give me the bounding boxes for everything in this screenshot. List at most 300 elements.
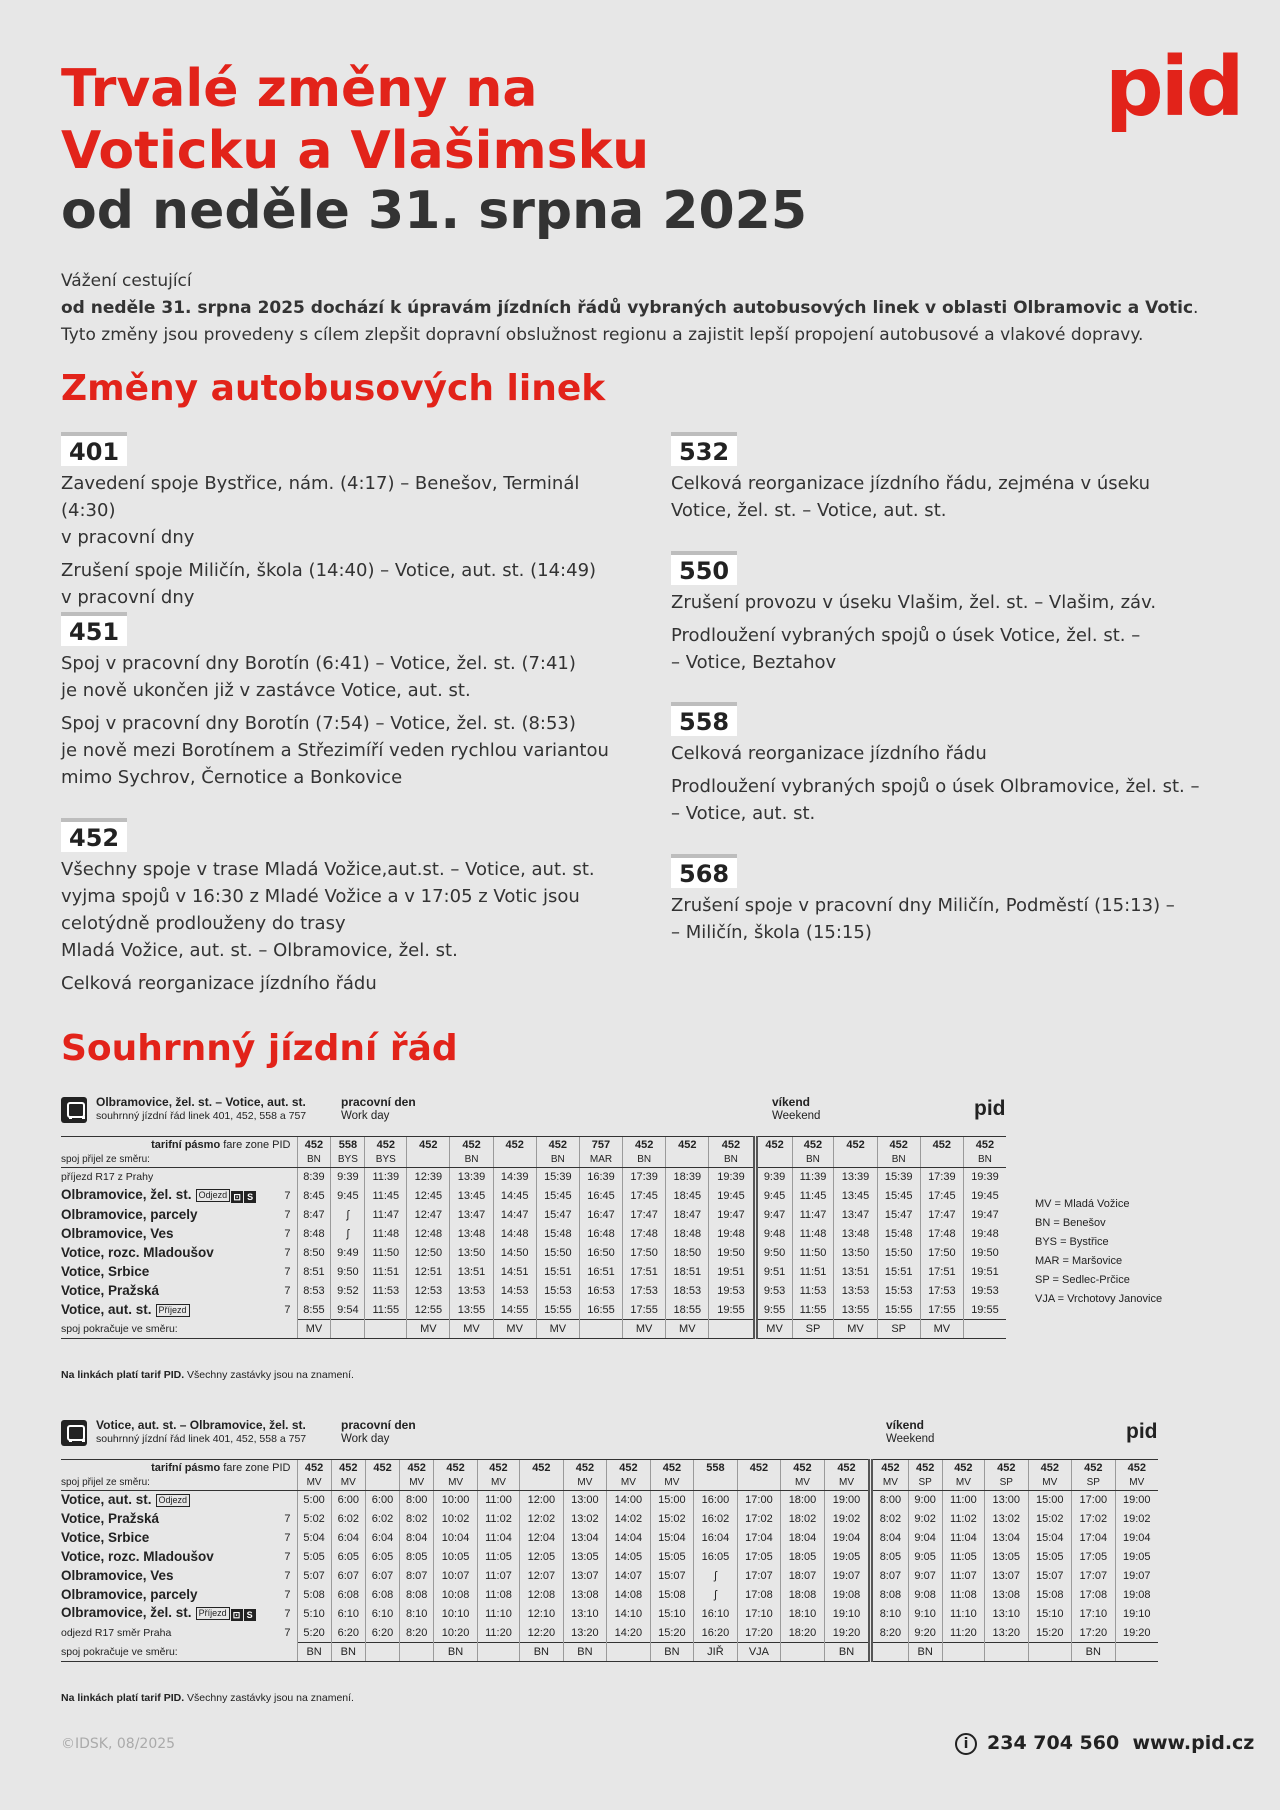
departure-time: 8:50 <box>297 1244 331 1263</box>
stop-name-text: Olbramovice, parcely <box>61 1587 198 1602</box>
continuation-code: MV <box>536 1320 579 1339</box>
line-number: 558 <box>331 1137 365 1154</box>
workday-label-en: Work day <box>341 1433 390 1445</box>
departure-time: 13:00 <box>985 1491 1029 1510</box>
continuation-code: BN <box>1072 1643 1116 1662</box>
departure-time: 10:20 <box>434 1624 478 1643</box>
departure-time: 6:05 <box>331 1548 365 1567</box>
departure-time: ʃ <box>331 1225 365 1244</box>
workday-label-en: Work day <box>341 1110 390 1122</box>
departure-time: 15:02 <box>1028 1510 1072 1529</box>
origin-code: SP <box>1072 1477 1116 1491</box>
origin-code <box>755 1154 792 1168</box>
departure-time: 14:05 <box>607 1548 651 1567</box>
departure-time: 13:00 <box>563 1491 607 1510</box>
departure-time: 6:00 <box>331 1491 365 1510</box>
line-badge: 532 <box>671 432 737 466</box>
departure-time: 13:55 <box>450 1301 493 1320</box>
departure-time: 11:48 <box>365 1225 407 1244</box>
continuation-label: spoj pokračuje ve směru: <box>61 1320 297 1339</box>
departure-time: 18:20 <box>781 1624 825 1643</box>
departure-time: ʃ <box>694 1567 738 1586</box>
departure-time: 11:53 <box>365 1282 407 1301</box>
train-icon: ⊡ <box>231 1609 243 1621</box>
departure-time: 18:39 <box>666 1168 709 1187</box>
stop-name <box>61 1301 261 1320</box>
departure-time: 16:20 <box>694 1624 738 1643</box>
departure-time: 12:20 <box>520 1624 564 1643</box>
departure-time: 11:04 <box>942 1529 984 1548</box>
continuation-row <box>61 1320 1006 1339</box>
departure-time: 8:48 <box>297 1225 331 1244</box>
departure-time: 19:07 <box>1115 1567 1158 1586</box>
departure-time: 11:51 <box>365 1263 407 1282</box>
departure-time: 8:02 <box>871 1510 908 1529</box>
departure-time: 6:20 <box>365 1624 399 1643</box>
fare-zone-label-en: fare zone PID <box>220 1462 291 1475</box>
departure-time: 14:07 <box>607 1567 651 1586</box>
origin-code: SP <box>908 1477 942 1491</box>
departure-time: 17:08 <box>737 1586 781 1605</box>
departure-time: 12:10 <box>520 1605 564 1624</box>
fare-zone: 7 <box>284 1589 291 1601</box>
departure-time: 19:47 <box>709 1206 755 1225</box>
change-text: Celková reorganizace jízdního řádu <box>671 743 987 764</box>
departure-time: 19:47 <box>963 1206 1006 1225</box>
departure-time: 6:07 <box>365 1567 399 1586</box>
change-text: Celková reorganizace jízdního řádu <box>61 973 377 994</box>
departure-time: 14:51 <box>493 1263 536 1282</box>
departure-time: 6:20 <box>331 1624 365 1643</box>
departure-time: 15:55 <box>536 1301 579 1320</box>
suburban-train-icon: S <box>244 1191 256 1203</box>
stop-name-text: Olbramovice, Ves <box>61 1568 174 1583</box>
departure-time: 15:47 <box>536 1206 579 1225</box>
departure-time: 9:00 <box>908 1491 942 1510</box>
origin-code: MV <box>781 1477 825 1491</box>
departure-time: 13:07 <box>563 1567 607 1586</box>
departure-time: 14:48 <box>493 1225 536 1244</box>
departure-time: 19:20 <box>1115 1624 1158 1643</box>
departure-time: 17:05 <box>1072 1548 1116 1567</box>
departure-time: 18:55 <box>666 1301 709 1320</box>
origin-code: BN <box>536 1154 579 1168</box>
departure-time: 17:51 <box>623 1263 666 1282</box>
stop-name-text: Votice, rozc. Mladoušov <box>61 1549 214 1564</box>
departure-time: 17:20 <box>737 1624 781 1643</box>
line-number: 452 <box>920 1137 963 1154</box>
departure-time: 12:47 <box>407 1206 450 1225</box>
fare-zone: 7 <box>284 1247 291 1259</box>
departure-time: 19:00 <box>1115 1491 1158 1510</box>
departure-time: 17:20 <box>1072 1624 1116 1643</box>
departure-time: 13:47 <box>834 1206 877 1225</box>
departure-time: 17:39 <box>623 1168 666 1187</box>
weekend-label-en: Weekend <box>772 1110 821 1122</box>
departure-time: 11:05 <box>477 1548 519 1567</box>
line-badge: 452 <box>61 818 127 852</box>
departure-time: 17:48 <box>920 1225 963 1244</box>
departure-time: 9:55 <box>755 1301 792 1320</box>
change-text: Zrušení spoje Miličín, škola (14:40) – Votice, aut. st. (14:49) v pracovní dny <box>61 560 597 608</box>
departure-time: 13:39 <box>834 1168 877 1187</box>
departure-time: 11:04 <box>477 1529 519 1548</box>
departure-time: 12:05 <box>520 1548 564 1567</box>
line-number: 452 <box>877 1137 920 1154</box>
departure-time: 13:48 <box>834 1225 877 1244</box>
departure-time: 15:48 <box>877 1225 920 1244</box>
departure-time: 10:07 <box>434 1567 478 1586</box>
timetable-votice-olbramovice <box>61 1418 1158 1662</box>
departure-time: 14:20 <box>607 1624 651 1643</box>
fare-zone-label-cz: tarifní pásmo <box>151 1139 221 1152</box>
stop-name-text: Olbramovice, žel. st. <box>61 1187 192 1202</box>
line-number: 452 <box>365 1137 407 1154</box>
origin-code: MV <box>400 1477 434 1491</box>
intro-bold: od neděle 31. srpna 2025 dochází k úpravám jízdních řádů vybraných autobusových linek v oblasti Olbramovic a Votic <box>61 298 1194 318</box>
departure-time: 11:39 <box>365 1168 407 1187</box>
fare-zone: 7 <box>284 1570 291 1582</box>
departure-time: 6:04 <box>365 1529 399 1548</box>
departure-time: 13:45 <box>450 1187 493 1206</box>
route-subtitle: souhrnný jízdní řád linek 401, 452, 558 a 757 <box>96 1433 307 1445</box>
departure-time: 8:53 <box>297 1282 331 1301</box>
departure-time: 11:48 <box>792 1225 834 1244</box>
departure-time: 15:07 <box>1028 1567 1072 1586</box>
origin-code: BN <box>623 1154 666 1168</box>
continuation-row <box>61 1643 1158 1662</box>
departure-time: 5:07 <box>297 1567 331 1586</box>
stop-name-text: Olbramovice, parcely <box>61 1207 198 1222</box>
intro-greeting: Vážení cestující <box>61 271 192 291</box>
fare-zone: 7 <box>284 1209 291 1221</box>
origin-code: MV <box>650 1477 694 1491</box>
origin-code: MV <box>563 1477 607 1491</box>
departure-time: 9:51 <box>755 1263 792 1282</box>
continuation-code <box>365 1643 399 1662</box>
departure-time: 13:07 <box>985 1567 1029 1586</box>
origin-code <box>520 1477 564 1491</box>
stop-name <box>61 1263 261 1282</box>
departure-time: 6:08 <box>365 1586 399 1605</box>
departure-time: 19:39 <box>963 1168 1006 1187</box>
fare-zone: 7 <box>284 1266 291 1278</box>
departure-time: 16:47 <box>579 1206 622 1225</box>
departure-time: 11:00 <box>477 1491 519 1510</box>
phone-number[interactable]: 234 704 560 <box>987 1732 1120 1754</box>
line-number: 452 <box>297 1460 331 1477</box>
departure-time: 10:08 <box>434 1586 478 1605</box>
departure-time: 19:04 <box>824 1529 871 1548</box>
departure-time: 13:53 <box>834 1282 877 1301</box>
line-number-row <box>61 1460 1158 1477</box>
stop-name <box>61 1206 261 1225</box>
line-number: 452 <box>755 1137 792 1154</box>
departure-time: 13:20 <box>985 1624 1029 1643</box>
line-number: 452 <box>450 1137 493 1154</box>
departure-time: 11:10 <box>942 1605 984 1624</box>
stop-row <box>61 1206 1006 1225</box>
legend-item: MV = Mladá Vožice <box>1035 1198 1130 1210</box>
line-number: 452 <box>942 1460 984 1477</box>
line-number: 452 <box>563 1460 607 1477</box>
departure-time: 18:08 <box>781 1586 825 1605</box>
fare-zone: 7 <box>284 1190 291 1202</box>
departure-time: 10:05 <box>434 1548 478 1567</box>
departure-time: 5:10 <box>297 1605 331 1624</box>
departure-time: 9:47 <box>755 1206 792 1225</box>
stop-name <box>61 1491 261 1510</box>
fare-zone: 7 <box>284 1532 291 1544</box>
line-number: 452 <box>834 1137 877 1154</box>
continuation-code: MV <box>920 1320 963 1339</box>
continuation-code: MV <box>623 1320 666 1339</box>
departure-time: 15:45 <box>877 1187 920 1206</box>
change-text: Zrušení spoje v pracovní dny Miličín, Podměstí (15:13) – – Miličín, škola (15:15) <box>671 895 1175 943</box>
departure-time: 13:50 <box>834 1244 877 1263</box>
page-title-line2: Voticku a Vlašimsku <box>61 121 650 181</box>
departure-time: 15:55 <box>877 1301 920 1320</box>
fare-zone: 7 <box>284 1627 291 1639</box>
departure-time: 17:53 <box>920 1282 963 1301</box>
origin-code: BYS <box>331 1154 365 1168</box>
origin-code <box>834 1154 877 1168</box>
departure-time: 9:20 <box>908 1624 942 1643</box>
departure-time: 14:53 <box>493 1282 536 1301</box>
stop-tag: Odjezd <box>196 1189 231 1202</box>
departure-time: 12:08 <box>520 1586 564 1605</box>
continuation-code: MV <box>666 1320 709 1339</box>
departure-time: 18:53 <box>666 1282 709 1301</box>
departure-time: 19:48 <box>709 1225 755 1244</box>
departure-time: 6:04 <box>331 1529 365 1548</box>
departure-time: 8:04 <box>400 1529 434 1548</box>
departure-time: 12:45 <box>407 1187 450 1206</box>
departure-time: 11:50 <box>792 1244 834 1263</box>
departure-time: 6:02 <box>365 1510 399 1529</box>
timetable-olbramovice-votice <box>61 1095 1006 1339</box>
fare-zone-label <box>61 1460 297 1477</box>
departure-time: 17:48 <box>623 1225 666 1244</box>
line-badge: 550 <box>671 551 737 585</box>
legend-item: VJA = Vrchotovy Janovice <box>1035 1293 1163 1305</box>
departure-time: 9:10 <box>908 1605 942 1624</box>
departure-time: 15:53 <box>536 1282 579 1301</box>
continuation-code <box>1115 1643 1158 1662</box>
departure-time: 9:45 <box>755 1187 792 1206</box>
departure-time: 17:10 <box>737 1605 781 1624</box>
departure-time: 8:10 <box>871 1605 908 1624</box>
departure-time: 11:20 <box>477 1624 519 1643</box>
stop-name-text: Votice, Srbice <box>61 1264 150 1279</box>
continuation-code: SP <box>877 1320 920 1339</box>
departure-time: 12:07 <box>520 1567 564 1586</box>
departure-time: 13:08 <box>985 1586 1029 1605</box>
departure-time: 13:39 <box>450 1168 493 1187</box>
departure-time: 16:45 <box>579 1187 622 1206</box>
train-icon: ⊡ <box>231 1191 243 1203</box>
suburban-train-icon: S <box>244 1609 256 1621</box>
intro-text <box>61 268 1231 349</box>
departure-time: 19:45 <box>709 1187 755 1206</box>
continuation-label: spoj pokračuje ve směru: <box>61 1643 297 1662</box>
departure-time: 11:07 <box>477 1567 519 1586</box>
departure-time: 17:39 <box>920 1168 963 1187</box>
stop-tag: Odjezd <box>156 1494 191 1507</box>
stop-name-text: odjezd R17 směr Praha <box>61 1627 172 1639</box>
stop-name-text: Votice, aut. st. <box>61 1301 152 1317</box>
changes-heading: Změny autobusových linek <box>61 368 606 409</box>
departure-time: 6:10 <box>365 1605 399 1624</box>
departure-time: 16:05 <box>694 1548 738 1567</box>
stop-name <box>61 1244 261 1263</box>
stop-name-text: Votice, rozc. Mladoušov <box>61 1245 214 1260</box>
continuation-code: BN <box>297 1643 331 1662</box>
departure-time: 18:45 <box>666 1187 709 1206</box>
tariff-note <box>61 1369 354 1381</box>
stop-name <box>61 1187 261 1206</box>
departure-time: 17:02 <box>1072 1510 1116 1529</box>
departure-time: 6:08 <box>331 1586 365 1605</box>
line-block-558 <box>671 702 1231 827</box>
timetable-grid <box>61 1459 1158 1662</box>
departure-time: 19:10 <box>824 1605 871 1624</box>
stop-name-text: Votice, Pražská <box>61 1283 160 1298</box>
departure-time: 19:02 <box>824 1510 871 1529</box>
stop-row <box>61 1282 1006 1301</box>
departure-time: 5:08 <box>297 1586 331 1605</box>
origin-code: MV <box>477 1477 519 1491</box>
fare-zone: 7 <box>284 1551 291 1563</box>
departure-time: 17:53 <box>623 1282 666 1301</box>
stop-row <box>61 1168 1006 1187</box>
summary-heading: Souhrnný jízdní řád <box>61 1028 458 1069</box>
line-number: 452 <box>493 1137 536 1154</box>
departure-time: 15:20 <box>1028 1624 1072 1643</box>
tariff-note-bold: Na linkách platí tarif PID. <box>61 1692 185 1704</box>
bus-icon <box>61 1097 87 1123</box>
departure-time: 17:07 <box>1072 1567 1116 1586</box>
departure-time: 5:04 <box>297 1529 331 1548</box>
stop-name-text: Votice, aut. st. <box>61 1491 152 1507</box>
fare-zone: 7 <box>284 1228 291 1240</box>
continuation-code: BN <box>908 1643 942 1662</box>
departure-time: 13:04 <box>563 1529 607 1548</box>
legend-item: BYS = Bystřice <box>1035 1236 1109 1248</box>
departure-time: 6:10 <box>331 1605 365 1624</box>
stop-row <box>61 1586 1158 1605</box>
departure-time: 18:07 <box>781 1567 825 1586</box>
departure-time: 19:51 <box>709 1263 755 1282</box>
departure-time: 13:04 <box>985 1529 1029 1548</box>
website-link[interactable]: www.pid.cz <box>1132 1732 1255 1754</box>
stop-row <box>61 1491 1158 1510</box>
change-text: Celková reorganizace jízdního řádu, zejména v úseku Votice, žel. st. – Votice, aut. st. <box>671 473 1150 521</box>
change-text: Všechny spoje v trase Mladá Vožice,aut.st. – Votice, aut. st. vyjma spojů v 16:30 z Mladé Vožice a v 17:05 z Votic jsou celotýdně prodlouženy do trasy Mladá Vožice, aut. st. – Olbramovice, žel. st. <box>61 859 595 961</box>
fare-zone-label <box>61 1137 297 1154</box>
stop-row <box>61 1510 1158 1529</box>
departure-time: 19:20 <box>824 1624 871 1643</box>
departure-time: 18:50 <box>666 1244 709 1263</box>
stop-name <box>61 1548 261 1567</box>
departure-time: 13:47 <box>450 1206 493 1225</box>
line-number: 452 <box>963 1137 1006 1154</box>
origin-code: MV <box>434 1477 478 1491</box>
line-number: 452 <box>908 1460 942 1477</box>
stop-name <box>61 1282 261 1301</box>
departure-time: 19:51 <box>963 1263 1006 1282</box>
departure-time: 6:02 <box>331 1510 365 1529</box>
departure-time: 14:39 <box>493 1168 536 1187</box>
line-block-452 <box>61 818 621 997</box>
departure-time: 19:55 <box>709 1301 755 1320</box>
weekend-label: víkend <box>772 1095 811 1109</box>
legend-item: MAR = Maršovice <box>1035 1255 1123 1267</box>
departure-time: 9:07 <box>908 1567 942 1586</box>
departure-time: 13:05 <box>563 1548 607 1567</box>
continuation-code <box>985 1643 1029 1662</box>
continuation-code: BN <box>520 1643 564 1662</box>
origin-code: BN <box>792 1154 834 1168</box>
departure-time: 13:08 <box>563 1586 607 1605</box>
stop-row <box>61 1567 1158 1586</box>
route-title: Olbramovice, žel. st. – Votice, aut. st. <box>96 1095 306 1109</box>
origin-code <box>666 1154 709 1168</box>
continuation-code: BN <box>563 1643 607 1662</box>
fare-zone: 7 <box>284 1304 291 1316</box>
departure-time: 8:04 <box>871 1529 908 1548</box>
departure-time: 13:20 <box>563 1624 607 1643</box>
line-number: 452 <box>781 1460 825 1477</box>
stop-row <box>61 1187 1006 1206</box>
continuation-code <box>400 1643 434 1662</box>
departure-time: 8:10 <box>400 1605 434 1624</box>
departure-time: 16:51 <box>579 1263 622 1282</box>
line-block-568 <box>671 854 1231 946</box>
continuation-code <box>781 1643 825 1662</box>
departure-time: 17:10 <box>1072 1605 1116 1624</box>
departure-time: 17:04 <box>737 1529 781 1548</box>
departure-time: 14:55 <box>493 1301 536 1320</box>
origin-code: BN <box>877 1154 920 1168</box>
workday-label: pracovní den <box>341 1095 416 1109</box>
departure-time: 11:51 <box>792 1263 834 1282</box>
continuation-code <box>331 1320 365 1339</box>
departure-time: 19:45 <box>963 1187 1006 1206</box>
origin-code: MV <box>1115 1477 1158 1491</box>
stop-row <box>61 1263 1006 1282</box>
departure-time: 13:10 <box>563 1605 607 1624</box>
departure-time: 8:05 <box>871 1548 908 1567</box>
departure-time: 18:48 <box>666 1225 709 1244</box>
route-subtitle: souhrnný jízdní řád linek 401, 452, 558 a 757 <box>96 1110 307 1122</box>
legend-item: SP = Sedlec-Prčice <box>1035 1274 1130 1286</box>
departure-time: 17:00 <box>1072 1491 1116 1510</box>
departure-time: 9:39 <box>331 1168 365 1187</box>
departure-time: 8:07 <box>400 1567 434 1586</box>
departure-time: 15:00 <box>650 1491 694 1510</box>
line-badge: 568 <box>671 854 737 888</box>
origin-code: MV <box>1028 1477 1072 1491</box>
continuation-code: MV <box>834 1320 877 1339</box>
departure-time: 11:02 <box>477 1510 519 1529</box>
departure-time: 17:05 <box>737 1548 781 1567</box>
legend-item: BN = Benešov <box>1035 1217 1106 1229</box>
continuation-code <box>477 1643 519 1662</box>
stop-name <box>61 1225 261 1244</box>
departure-time: 15:39 <box>877 1168 920 1187</box>
continuation-code: BN <box>650 1643 694 1662</box>
